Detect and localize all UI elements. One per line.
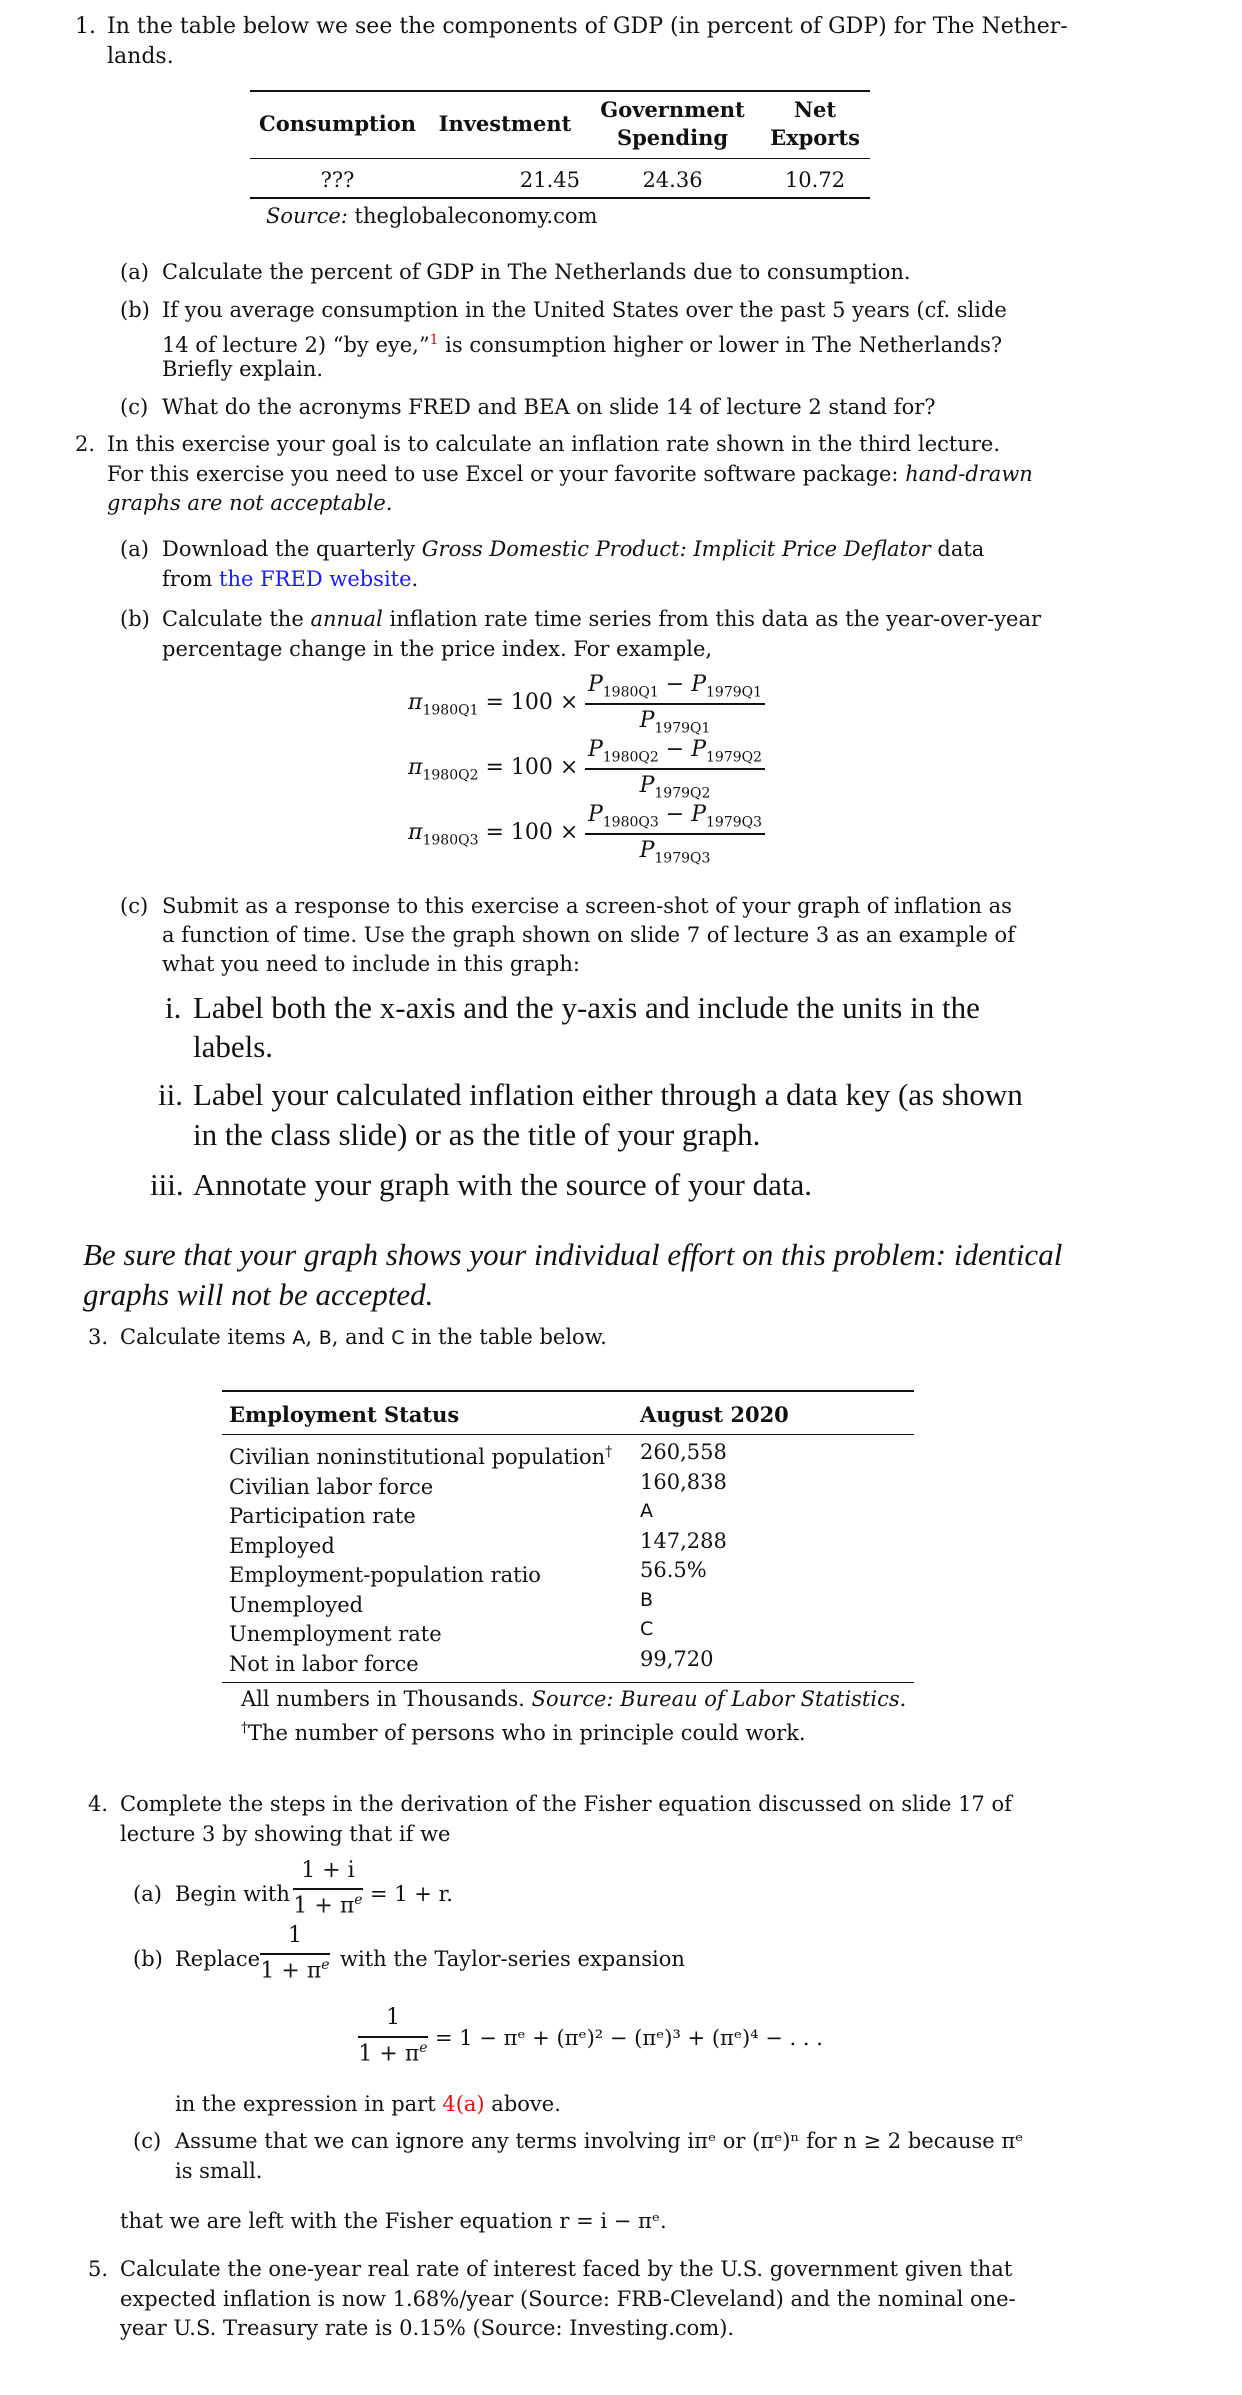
q3-number: 3. <box>88 1325 109 1349</box>
q4-line2: lecture 3 by showing that if we <box>120 1822 451 1846</box>
q2c-iii-label: iii. <box>150 1167 184 1202</box>
eq2-denominator: $P_{1979Q2}$ <box>639 773 711 802</box>
q2c-ii-line2: in the class slide) or as the title of your graph. <box>193 1117 761 1152</box>
q1-number: 1. <box>75 14 96 39</box>
q2c-iii-line1: Annotate your graph with the source of your data. <box>193 1167 812 1202</box>
q1c-label: (c) <box>120 395 149 419</box>
q1a-label: (a) <box>120 260 149 284</box>
employment-table-foot1: All numbers in Thousands. Source: Bureau of Labor Statistics. <box>241 1687 907 1711</box>
th-august-2020: August 2020 <box>640 1402 789 1427</box>
q4c-label: (c) <box>133 2129 162 2153</box>
eq3-lhs: $\pi_{1980Q3} = 100$ × <box>408 820 579 849</box>
q2c-line3: what you need to include in this graph: <box>162 952 580 976</box>
th-consumption: Consumption <box>259 111 416 136</box>
employment-row-label: Unemployed <box>229 1592 364 1617</box>
q4b-numerator: 1 <box>288 1923 302 1948</box>
th-government-l1: Government <box>600 97 745 122</box>
eq3-denominator: $P_{1979Q3}$ <box>639 838 711 867</box>
q4b-label: (b) <box>133 1947 163 1971</box>
q1-text-line2: lands. <box>107 44 174 69</box>
eq1-lhs: $\pi_{1980Q1} = 100$ × <box>408 690 579 719</box>
th-government-l2: Spending <box>616 125 729 150</box>
q4b-denominator: $1 + \pi^e$ <box>260 1957 330 1984</box>
q4-conclusion: that we are left with the Fisher equation r = i − πᵉ. <box>120 2209 667 2233</box>
q2b-line1: Calculate the annual inflation rate time series from this data as the year-over-year <box>162 607 1042 631</box>
employment-row-label: Participation rate <box>229 1504 416 1528</box>
q5-line1: Calculate the one-year real rate of interest faced by the U.S. government given that <box>120 2257 1013 2281</box>
employment-row-label: Employment-population ratio <box>229 1563 541 1587</box>
employment-row-value: 56.5% <box>640 1558 707 1582</box>
employment-row-value: A <box>640 1500 653 1522</box>
taylor-denominator: $1 + \pi^e$ <box>358 2040 428 2067</box>
employment-row-value: 147,288 <box>640 1528 727 1553</box>
employment-row-label: Civilian labor force <box>229 1474 434 1499</box>
q2c-ii-line1: Label your calculated inflation either through a data key (as shown <box>193 1077 1023 1112</box>
q2-line1: In this exercise your goal is to calculate an inflation rate shown in the third lecture. <box>107 432 1000 456</box>
eq2-numerator: $P_{1980Q2} - P_{1979Q2}$ <box>587 737 763 766</box>
q3-text: Calculate items A, B, and C in the table below. <box>120 1325 607 1349</box>
eq3-numerator: $P_{1980Q3} - P_{1979Q3}$ <box>587 802 763 831</box>
q5-line3: year U.S. Treasury rate is 0.15% (Source: Investing.com). <box>120 2316 735 2340</box>
q4a-numerator: 1 + i <box>301 1858 355 1883</box>
q4b-text: Replace <box>175 1947 261 1971</box>
q1b-line3: Briefly explain. <box>162 357 324 381</box>
q1b-label: (b) <box>120 298 150 322</box>
q2-line2: For this exercise you need to use Excel or your favorite software package: hand-drawn <box>107 462 1033 486</box>
q2c-ii-label: ii. <box>158 1077 183 1112</box>
employment-row-value: 99,720 <box>640 1646 714 1671</box>
q4c-line2: is small. <box>175 2159 263 2183</box>
q4-number: 4. <box>88 1792 109 1816</box>
employment-table-foot2: †The number of persons who in principle could work. <box>241 1720 806 1745</box>
th-netexports-l2: Exports <box>770 125 860 150</box>
q2a-line2: from the FRED website. <box>162 567 419 591</box>
employment-row-label: Unemployment rate <box>229 1622 442 1646</box>
th-employment-status: Employment Status <box>229 1402 460 1427</box>
q1a-text: Calculate the percent of GDP in The Netherlands due to consumption. <box>162 260 911 284</box>
q4b-post: with the Taylor-series expansion <box>340 1947 685 1971</box>
td-government: 24.36 <box>642 168 703 192</box>
q4c-line1: Assume that we can ignore any terms involving iπᵉ or (πᵉ)ⁿ for n ≥ 2 because πᵉ <box>175 2129 1024 2153</box>
employment-row-value: 260,558 <box>640 1440 727 1464</box>
employment-row-label: Employed <box>229 1533 335 1558</box>
q2a-label: (a) <box>120 537 149 561</box>
taylor-numerator: 1 <box>386 2005 400 2030</box>
q2c-line2: a function of time. Use the graph shown on slide 7 of lecture 3 as an example of <box>162 923 1015 947</box>
td-consumption: ??? <box>320 168 355 192</box>
q4a-label: (a) <box>133 1882 162 1906</box>
q5-number: 5. <box>88 2257 109 2281</box>
q2c-i-line1: Label both the x-axis and the y-axis and include the units in the <box>193 990 980 1025</box>
th-investment: Investment <box>438 111 572 136</box>
q1b-line1: If you average consumption in the United States over the past 5 years (cf. slide <box>162 298 1007 322</box>
q4a-denominator: $1 + \pi^e$ <box>293 1892 363 1919</box>
q1c-text: What do the acronyms FRED and BEA on slide 14 of lecture 2 stand for? <box>162 395 936 419</box>
q2-note-line2: graphs will not be accepted. <box>83 1277 434 1312</box>
q2c-line1: Submit as a response to this exercise a screen-shot of your graph of inflation as <box>162 894 1012 918</box>
q2-line3: graphs are not acceptable. <box>107 491 393 515</box>
employment-row-value: C <box>640 1618 654 1640</box>
q4a-text: Begin with <box>175 1882 290 1906</box>
q5-line2: expected inflation is now 1.68%/year (Source: FRB-Cleveland) and the nominal one- <box>120 2287 1016 2311</box>
q2-number: 2. <box>75 432 96 456</box>
employment-row-label: Civilian noninstitutional population† <box>229 1444 613 1469</box>
th-netexports-l1: Net <box>793 97 837 122</box>
eq1-numerator: $P_{1980Q1} - P_{1979Q1}$ <box>587 672 763 701</box>
td-netexports: 10.72 <box>784 168 846 192</box>
q1b-line2: 14 of lecture 2) “by eye,”$^1$ is consumption higher or lower in The Netherlands? <box>162 332 1003 357</box>
q2b-label: (b) <box>120 607 150 631</box>
eq1-denominator: $P_{1979Q1}$ <box>639 708 711 737</box>
q2b-line2: percentage change in the price index. For example, <box>162 637 713 661</box>
employment-row-label: Not in labor force <box>229 1651 419 1676</box>
td-investment: 21.45 <box>519 168 580 192</box>
gdp-table-source: Source: theglobaleconomy.com <box>266 204 598 228</box>
q2c-i-label: i. <box>165 990 182 1025</box>
employment-row-value: 160,838 <box>640 1469 727 1494</box>
eq2-lhs: $\pi_{1980Q2} = 100$ × <box>408 755 579 784</box>
q4b-after: in the expression in part 4(a) above. <box>175 2092 561 2116</box>
ref-4a-link[interactable]: 4(a) <box>442 2092 485 2116</box>
q2a-line1: Download the quarterly Gross Domestic Product: Implicit Price Deflator data <box>162 537 985 561</box>
q2c-label: (c) <box>120 894 149 918</box>
q1-text-line1: In the table below we see the components of GDP (in percent of GDP) for The Nether- <box>107 14 1068 39</box>
q4a-rhs: = 1 + r. <box>370 1882 453 1906</box>
fred-website-link[interactable]: the FRED website <box>219 567 412 591</box>
q2-note-line1: Be sure that your graph shows your individual effort on this problem: identical <box>83 1237 1063 1272</box>
taylor-rhs: = 1 − πᵉ + (πᵉ)² − (πᵉ)³ + (πᵉ)⁴ − . . . <box>435 2026 823 2050</box>
q2c-i-line2: labels. <box>193 1029 274 1064</box>
employment-row-value: B <box>640 1588 654 1611</box>
q4-line1: Complete the steps in the derivation of the Fisher equation discussed on slide 17 of <box>120 1792 1012 1816</box>
